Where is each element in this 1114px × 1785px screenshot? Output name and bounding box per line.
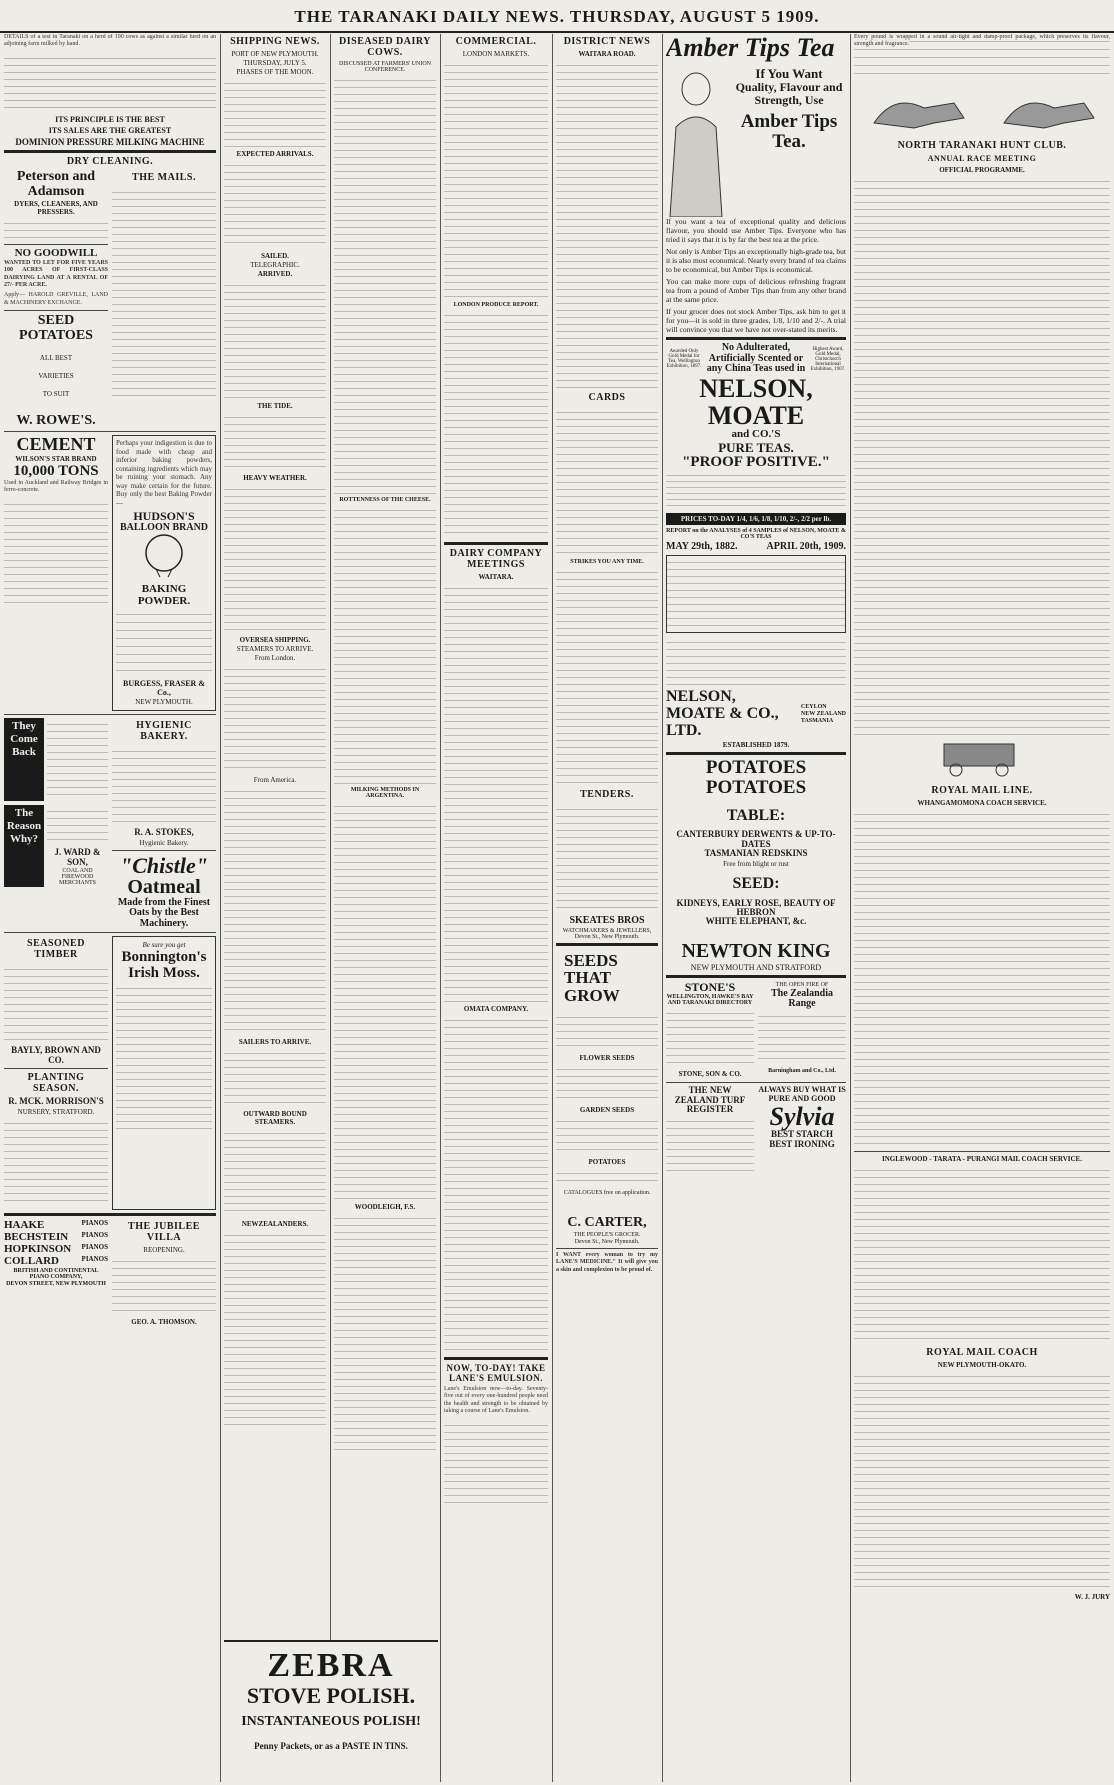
make-more: You can make more cups of delicious refreshing fragrant tea from a pound of Amber Tips than from any other brand at the same price. — [666, 277, 846, 305]
oversea: OVERSEA SHIPPING. — [239, 636, 311, 644]
be-sure: Be sure you get — [142, 941, 186, 950]
column-4 — [444, 34, 548, 1782]
milking-methods: MILKING METHODS IN ARGENTINA. — [350, 787, 420, 799]
cement: CEMENT — [16, 434, 96, 455]
column-3 — [334, 34, 436, 1782]
to-suit: TO SUIT — [42, 389, 70, 398]
rule — [666, 337, 846, 340]
balloon-icon — [116, 533, 212, 579]
sailers: SAILERS TO ARRIVE. — [238, 1038, 312, 1046]
directory: WELLINGTON, HAWKE'S BAY AND TARANAKI DIRECTORY — [666, 994, 754, 1007]
amber-tips-tea: Amber Tips Tea. — [740, 111, 838, 153]
from-london: From London. — [254, 654, 296, 662]
burgess: BURGESS, FRASER & Co., — [122, 679, 205, 697]
column-1 — [4, 34, 216, 1782]
planting-season: PLANTING SEASON. — [27, 1072, 85, 1095]
hudsons: HUDSON'S — [133, 509, 195, 524]
text-lines — [4, 963, 108, 1043]
column-rule — [330, 34, 331, 1782]
bechstein-row: BECHSTEIN PIANOS — [4, 1230, 108, 1243]
bonnington: Bonnington's Irish Moss. — [121, 949, 207, 981]
waitara-road: WAITARA ROAD. — [578, 50, 636, 58]
official-programme: OFFICIAL PROGRAMME. — [939, 166, 1025, 174]
strikes: STRIKES YOU ANY TIME. — [570, 559, 644, 565]
arrived: ARRIVED. — [257, 270, 293, 278]
open-fire: THE OPEN FIRE OF — [775, 981, 829, 988]
white-elephant: WHITE ELEPHANT, &c. — [705, 916, 807, 927]
machine-name: DOMINION PRESSURE MILKING MACHINE — [15, 136, 205, 147]
rule — [556, 1248, 658, 1249]
dairy-meetings: DAIRY COMPANY MEETINGS — [449, 548, 543, 570]
newton-king: NEWTON KING — [681, 939, 831, 962]
table-heading: TABLE: — [726, 806, 786, 824]
seasoned-timber: SEASONED TIMBER — [27, 938, 85, 961]
omata: OMATA COMPANY. — [463, 1005, 529, 1013]
seed-heading: SEED: — [732, 874, 780, 892]
tasmania: TASMANIA — [800, 718, 834, 725]
column-rule — [662, 34, 663, 1782]
column-rule — [220, 34, 221, 1782]
steamers: STEAMERS TO ARRIVE. — [236, 645, 314, 653]
text-lines — [334, 800, 436, 1200]
text-lines — [4, 217, 108, 241]
text-lines — [112, 745, 216, 825]
text-lines — [112, 1255, 216, 1315]
w-jury: W. J. JURY — [1074, 1593, 1110, 1601]
text-lines — [556, 566, 658, 786]
ceylon: CEYLON — [800, 704, 827, 711]
peterson-adamson: Peterson and Adamson — [16, 168, 96, 199]
nursery: NURSERY, STRATFORD. — [17, 1107, 95, 1116]
text-lines — [854, 808, 1110, 1148]
no-adulterated: No Adulterated, Artificially Scented or any China Teas used in — [706, 342, 806, 375]
text-lines — [224, 663, 326, 773]
ward-sub: COAL AND FIREWOOD MERCHANTS — [58, 868, 96, 887]
apply: Apply— HAROLD GREVILLE, LAND & MACHINERY EXCHANGE. — [4, 292, 108, 306]
phases: PHASES OF THE MOON. — [236, 68, 314, 76]
text-lines — [116, 607, 212, 677]
flower-seeds: FLOWER SEEDS — [579, 1054, 635, 1063]
text-lines — [224, 1047, 326, 1107]
sales: ITS SALES ARE THE GREATEST — [48, 125, 172, 135]
text-lines — [854, 1370, 1110, 1590]
wilson-brand: WILSON'S STAR BRAND — [15, 455, 97, 464]
text-lines — [556, 1011, 658, 1051]
rule — [4, 932, 216, 933]
reopening: REOPENING. — [143, 1245, 185, 1254]
not-only: Not only is Amber Tips an exceptionally high-grade tea, but it is also most economical. Nearly every brand of tea claims to be economical, but Amber Tips is economical. — [666, 247, 846, 275]
text-lines — [556, 1063, 658, 1103]
heavy-weather: HEAVY WEATHER. — [243, 474, 307, 482]
milking-table — [4, 52, 216, 112]
stove-polish: STOVE POLISH. — [246, 1682, 416, 1708]
rule — [556, 943, 658, 946]
want-text: I WANT every woman to try my LANE'S MEDICINE." It will give you a skin and complexion to be proud of. — [556, 1251, 658, 1273]
no-goodwill: NO GOODWILL — [14, 247, 98, 260]
sylvia: Sylvia — [769, 1102, 835, 1132]
free-from: Free from blight or rust — [723, 859, 789, 868]
piano-co: BRITISH AND CONTINENTAL PIANO COMPANY, — [13, 1267, 99, 1280]
oatmeal: Oatmeal — [127, 875, 201, 898]
zebra: ZEBRA — [267, 1647, 395, 1684]
catalogues: CATALOGUES free on application. — [563, 1190, 651, 1197]
text-lines — [224, 785, 326, 1035]
text-lines — [556, 406, 658, 556]
tide: THE TIDE. — [257, 402, 293, 410]
text-lines — [556, 1115, 658, 1155]
potatoes-potatoes: POTATOES POTATOES — [705, 756, 807, 798]
column-7 — [854, 34, 1110, 1782]
rule — [444, 542, 548, 545]
waitara: WAITARA. — [478, 573, 514, 581]
seed-potatoes: SEED POTATOES — [19, 313, 93, 343]
lanes-heading: NOW, TO-DAY! TAKE LANE'S EMULSION. — [446, 1363, 546, 1383]
thistle: "Chistle" — [120, 852, 208, 878]
text-lines — [666, 470, 846, 510]
text-lines — [224, 1127, 326, 1217]
prices: PRICES TO-DAY 1/4, 1/6, 1/8, 1/10, 2/-, 2/2 per lb. — [666, 513, 846, 525]
rottenness: ROTTENNESS OF THE CHEESE. — [339, 497, 431, 503]
rule — [666, 1082, 846, 1083]
text-lines — [444, 582, 548, 1002]
instantaneous: INSTANTANEOUS POLISH! — [241, 1713, 421, 1729]
text-lines — [334, 504, 436, 784]
text-lines — [116, 982, 212, 1132]
amber-side: Every pound is wrapped in a sound air-tight and damp-proof package, which preserves its flavour, strength and fragrance. — [854, 34, 1110, 80]
tons-sub: Used in Auckland and Railway Bridges in ferro-concrete. — [4, 479, 108, 494]
rule — [4, 714, 216, 715]
rule — [4, 431, 216, 432]
amber-tips-title: Amber Tips Tea — [666, 34, 835, 62]
turf-register: THE NEW ZEALAND TURF REGISTER — [674, 1085, 746, 1115]
grocer: If your grocer does not stock Amber Tips, ask him to get it for you—it is sold in three grades, 1/8, 1/10 and 2/-. A trial will convince you that we have not over-stated its merits. — [666, 307, 846, 335]
stones: STONE'S — [684, 979, 736, 994]
kidneys: KIDNEYS, EARLY ROSE, BEAUTY OF HEBRON — [676, 897, 836, 917]
stokes-sub: Hygienic Bakery. — [139, 838, 189, 847]
masthead-rule — [0, 31, 1114, 33]
rule — [666, 752, 846, 755]
column-5 — [556, 34, 658, 1782]
woodleigh: WOODLEIGH, F.S. — [354, 1203, 416, 1211]
seeds-that-grow: SEEDS THAT GROW — [564, 950, 620, 1006]
proof-positive: "PROOF POSITIVE." — [682, 453, 830, 470]
rule — [4, 1068, 108, 1069]
text-lines — [444, 59, 548, 299]
carter-addr: Devon St., New Plymouth. — [574, 1238, 640, 1245]
london-markets: LONDON MARKETS. — [462, 50, 530, 58]
awarded: Awarded Only Gold Medal for Tea, Wellington Exhibition, 1897. — [666, 349, 702, 370]
column-2 — [224, 34, 326, 1782]
newton-sub: NEW PLYMOUTH AND STRATFORD — [690, 962, 822, 972]
garden-seeds: GARDEN SEEDS — [579, 1106, 635, 1115]
text-lines — [444, 309, 548, 539]
best-ironing: BEST IRONING — [769, 1138, 835, 1149]
text-lines — [224, 411, 326, 471]
rule — [4, 1213, 216, 1216]
tarata: INGLEWOOD - TARATA - PURANGI MAIL COACH SERVICE. — [882, 1155, 1082, 1163]
text-lines — [758, 1010, 846, 1065]
royal-mail: ROYAL MAIL LINE. — [931, 785, 1033, 796]
text-lines — [444, 1014, 548, 1354]
rule — [666, 975, 846, 978]
collard-row: COLLARD PIANOS — [4, 1254, 108, 1267]
milking-intro: DETAILS of a test in Taranaki on a herd of 190 cows as against a similar herd on an adjoining farm milked by hand. — [4, 34, 216, 48]
devon-street: DEVON STREET, NEW PLYMOUTH — [6, 1280, 106, 1287]
thursday: THURSDAY, JULY 5. — [243, 59, 307, 67]
quality-flavour: Quality, Flavour and Strength, Use — [735, 79, 843, 107]
nelson-cos: and CO.'S — [731, 428, 781, 441]
column-rule — [440, 34, 441, 1782]
woman-illustration-icon — [666, 67, 726, 217]
horse-racing-icon — [854, 83, 1110, 133]
nelson-full: NELSON, MOATE & CO., LTD. — [666, 688, 779, 739]
text-lines — [556, 803, 658, 913]
principle: ITS PRINCIPLE IS THE BEST — [55, 114, 165, 124]
rowe: W. ROWE'S. — [16, 412, 96, 428]
text-lines — [334, 74, 436, 494]
text-lines — [224, 1229, 326, 1429]
programme-text — [854, 175, 1110, 735]
text-lines — [666, 1007, 754, 1067]
produce-report: LONDON PRODUCE REPORT. — [453, 302, 539, 308]
burgess-sub: NEW PLYMOUTH. — [135, 698, 193, 707]
thomson: GEO. A. THOMSON. — [131, 1317, 197, 1326]
tenders: TENDERS. — [580, 789, 634, 800]
bayly: BAYLY, BROWN AND CO. — [11, 1045, 101, 1065]
carter-sub: THE PEOPLE'S GROCER. — [573, 1231, 641, 1238]
stones-co: STONE, SON & CO. — [678, 1070, 742, 1079]
rule — [4, 310, 108, 311]
lanes-text: Lane's Emulsion now—to-day. Seventy-five out of every one-hundred people need the health and strength to be obtained by taking a course of Lane's Emulsion. — [444, 1386, 548, 1415]
text-lines — [334, 1212, 436, 1452]
text-lines — [4, 498, 108, 608]
telegraphic: TELEGRAPHIC. — [250, 261, 300, 269]
district-news: DISTRICT NEWS — [563, 36, 651, 47]
zebra-ad — [224, 1640, 438, 1784]
varieties: VARIETIES — [38, 371, 74, 380]
mails-text — [112, 186, 216, 402]
zealandia: The Zealandia Range — [771, 987, 833, 1010]
diseased-heading: DISEASED DAIRY COWS. — [339, 36, 431, 58]
carter: C. CARTER, — [567, 1215, 647, 1231]
barningham: Barningham and Co., Ltd. — [768, 1067, 836, 1074]
rule — [854, 1151, 1110, 1152]
goodwill-text: WANTED TO LET FOR FIVE YEARS 100 ACRES OF FIRST-CLASS DAIRYING LAND AT A RENTAL OF 27/- PER ACRE. — [4, 259, 108, 288]
haake-row: HAAKE PIANOS — [4, 1218, 108, 1231]
text-lines — [854, 1164, 1110, 1344]
royal-coach: ROYAL MAIL COACH — [926, 1347, 1038, 1358]
all-best: ALL BEST — [39, 353, 73, 362]
text-lines — [556, 59, 658, 389]
highest-award: Highest Award, Gold Medal, Christchurch International Exhibition, 1907. — [810, 346, 846, 372]
established: ESTABLISHED 1879. — [722, 740, 790, 749]
text-lines — [556, 1167, 658, 1187]
report: REPORT on the ANALYSES of 4 SAMPLES of NELSON, MOATE & CO'S TEAS — [666, 528, 846, 541]
always-buy: ALWAYS BUY WHAT IS PURE AND GOOD — [758, 1085, 846, 1103]
port: PORT OF NEW PLYMOUTH. — [231, 50, 319, 58]
text-lines — [224, 159, 326, 249]
text-lines — [47, 805, 108, 845]
text-lines — [4, 1117, 108, 1207]
text-lines — [224, 77, 326, 147]
canterbury: CANTERBURY DERWENTS & UP-TO-DATES — [676, 829, 836, 849]
text-lines — [47, 718, 108, 798]
best-starch: BEST STARCH — [771, 1129, 833, 1140]
reason-why: The Reason Why? — [4, 805, 44, 887]
column-rule — [552, 34, 553, 1782]
tasmanian: TASMANIAN REDSKINS — [704, 848, 808, 859]
hunt-club: NORTH TARANAKI HUNT CLUB. — [897, 140, 1067, 151]
text-lines — [666, 1115, 754, 1175]
hygienic-heading: HYGIENIC BAKERY. — [136, 720, 192, 743]
nelson-moate: NELSON, MOATE — [699, 373, 813, 431]
whanga: WHANGAMOMONA COACH SERVICE. — [917, 799, 1047, 807]
rule — [4, 244, 108, 245]
rule — [4, 150, 216, 153]
if-you-want: If You Want — [755, 66, 823, 82]
ward: J. WARD & SON, — [54, 847, 101, 867]
coach-icon — [854, 738, 1110, 778]
analysis-table — [666, 555, 846, 633]
potatoes-seed: POTATOES — [588, 1158, 626, 1167]
nz-news: NEWZEALANDERS. — [241, 1220, 309, 1228]
rule — [444, 1357, 548, 1360]
column-6 — [666, 34, 846, 1782]
column-rule — [850, 34, 851, 1782]
skeates-sub: WATCHMAKERS & JEWELLERS, Devon St., New Plymouth. — [562, 927, 652, 940]
rule — [112, 850, 216, 851]
perhaps-text: Perhaps your indigestion is due to food made with cheap and inferior baking powders, containing ingredients which may be ruining your stomach. Any way make certain for the future. Buy only the best Baking Powder— — [116, 439, 212, 507]
cards: CARDS — [588, 392, 626, 403]
mckmorrison: R. MCK. MORRISON'S — [8, 1096, 104, 1107]
text-lines — [444, 1419, 548, 1509]
text-lines — [666, 636, 846, 686]
masthead: THE TARANAKI DAILY NEWS. THURSDAY, AUGUST 5 1909. — [294, 7, 820, 26]
baking-powder: BAKING POWDER. — [137, 583, 191, 607]
text-lines — [224, 483, 326, 633]
tons: 10,000 TONS — [13, 463, 99, 480]
dyers: DYERS, CLEANERS, AND PRESSERS. — [14, 200, 98, 217]
mails-heading: THE MAILS. — [132, 171, 196, 183]
made-from: Made from the Finest Oats by the Best Machinery. — [117, 896, 211, 929]
shipping-heading: SHIPPING NEWS. — [230, 36, 320, 47]
from-america: From America. — [253, 776, 297, 784]
annual-meeting: ANNUAL RACE MEETING — [927, 154, 1037, 163]
dry-cleaning-heading: DRY CLEANING. — [66, 155, 154, 167]
pure-teas: PURE TEAS. — [718, 439, 794, 455]
report-dates: MAY 29th, 1882. APRIL 20th, 1909. — [666, 541, 846, 553]
discussed: DISCUSSED AT FARMERS' UNION CONFERENCE. — [338, 61, 432, 73]
outward: OUTWARD BOUND STEAMERS. — [243, 1110, 307, 1126]
they-come-back: They Come Back — [4, 718, 44, 801]
commercial-heading: COMMERCIAL. — [455, 36, 537, 47]
stokes: R. A. STOKES, — [134, 827, 194, 838]
expected: EXPECTED ARRIVALS. — [236, 150, 314, 158]
hopkinson-row: HOPKINSON PIANOS — [4, 1242, 108, 1255]
np-okato: NEW PLYMOUTH-OKATO. — [937, 1361, 1027, 1369]
penny: Penny Packets, or as a PASTE IN TINS. — [254, 1741, 408, 1752]
amber-body: If you want a tea of exceptional quality and delicious flavour, you should use Amber Tips. Everyone who has tried it says that it is by far the best tea at the price. — [666, 217, 846, 245]
skeates: SKEATES BROS — [569, 915, 645, 926]
new-zealand: NEW ZEALAND — [800, 711, 846, 718]
balloon-brand: BALLOON BRAND — [119, 521, 209, 533]
sailed: SAILED. — [261, 252, 289, 260]
jubilee-villa: THE JUBILEE VILLA — [128, 1220, 200, 1243]
text-lines — [224, 279, 326, 399]
